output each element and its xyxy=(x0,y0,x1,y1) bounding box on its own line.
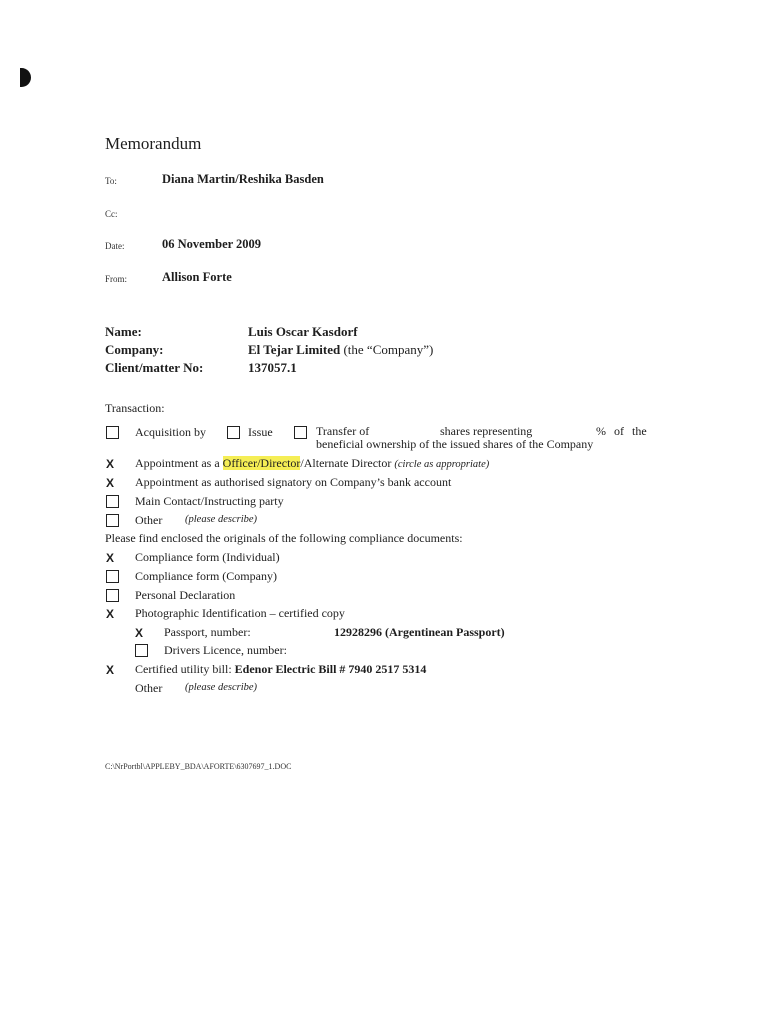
appointment-officer-line xyxy=(135,456,489,471)
drivers-licence-label: Drivers Licence, number: xyxy=(164,643,287,657)
issue-checkbox[interactable] xyxy=(227,426,240,439)
main-contact-label: Main Contact/Instructing party xyxy=(135,494,284,508)
x-mark: X xyxy=(106,457,115,471)
transfer-of-label: Transfer of xyxy=(316,424,370,438)
utility-bill-label: Certified utility bill: xyxy=(135,662,232,676)
compliance-form-company-label: Compliance form (Company) xyxy=(135,569,277,583)
acquisition-checkbox[interactable] xyxy=(106,426,119,439)
name-label: Name: xyxy=(105,324,142,339)
other-transaction-checkbox[interactable] xyxy=(106,514,119,527)
x-mark: X xyxy=(106,663,115,677)
officer-director-highlight: Officer/Director xyxy=(222,456,301,470)
signatory-label: Appointment as authorised signatory on Company’s bank account xyxy=(135,475,452,489)
other-document-label: Other xyxy=(135,681,163,695)
date-value: 06 November 2009 xyxy=(162,237,262,251)
acquisition-label: Acquisition by xyxy=(135,425,206,439)
transfer-checkbox[interactable] xyxy=(294,426,307,439)
passport-label: Passport, number: xyxy=(164,625,251,639)
x-mark: X xyxy=(106,476,115,490)
cc-label: Cc: xyxy=(105,209,118,219)
circle-note: (circle as appropriate) xyxy=(394,459,490,470)
from-label: From: xyxy=(105,274,128,284)
to-label: To: xyxy=(105,176,117,186)
transaction-label: Transaction: xyxy=(105,401,165,415)
compliance-form-individual-label: Compliance form (Individual) xyxy=(135,550,280,564)
company-value: El Tejar Limited xyxy=(248,342,341,357)
drivers-licence-checkbox[interactable] xyxy=(135,644,148,657)
to-value: Diana Martin/Reshika Basden xyxy=(162,172,324,186)
from-value: Allison Forte xyxy=(162,270,232,284)
shares-representing-label: shares representing xyxy=(440,424,533,438)
personal-declaration-checkbox[interactable] xyxy=(106,589,119,602)
binder-hole-mark xyxy=(20,68,31,87)
client-matter-label: Client/matter No: xyxy=(105,360,204,375)
appointment-prefix: Appointment as a xyxy=(135,456,220,470)
compliance-form-company-checkbox[interactable] xyxy=(106,570,119,583)
file-path-footer: C:\NrPortbl\APPLEBY_BDA\AFORTE\6307697_1.DOC xyxy=(105,762,292,771)
personal-declaration-label: Personal Declaration xyxy=(135,588,236,602)
passport-value: 12928296 (Argentinean Passport) xyxy=(334,625,505,639)
x-mark: X xyxy=(106,551,115,565)
alternate-director-text: Alternate Director xyxy=(303,456,392,470)
beneficial-ownership-text: beneficial ownership of the issued shares of the Company xyxy=(316,437,594,451)
utility-bill-line xyxy=(135,662,426,677)
utility-bill-value: Edenor Electric Bill # 7940 2517 5314 xyxy=(234,662,427,676)
other-transaction-label: Other xyxy=(135,513,163,527)
photo-id-label: Photographic Identification – certified copy xyxy=(135,606,345,620)
please-describe-note: (please describe) xyxy=(185,682,258,693)
x-mark: X xyxy=(106,607,115,621)
compliance-intro: Please find enclosed the originals of the following compliance documents: xyxy=(105,531,463,545)
company-label: Company: xyxy=(105,342,164,357)
main-contact-checkbox[interactable] xyxy=(106,495,119,508)
slash-text: / xyxy=(300,456,304,470)
issue-label: Issue xyxy=(248,425,273,439)
name-value: Luis Oscar Kasdorf xyxy=(248,324,358,339)
date-label: Date: xyxy=(105,241,125,251)
company-suffix: (the “Company”) xyxy=(343,342,434,357)
memo-title: Memorandum xyxy=(105,134,202,153)
x-mark: X xyxy=(135,626,144,640)
percent-of-the-label: % of the xyxy=(596,424,647,438)
client-matter-value: 137057.1 xyxy=(248,360,297,375)
please-describe-note: (please describe) xyxy=(185,514,258,525)
company-line xyxy=(248,342,433,358)
